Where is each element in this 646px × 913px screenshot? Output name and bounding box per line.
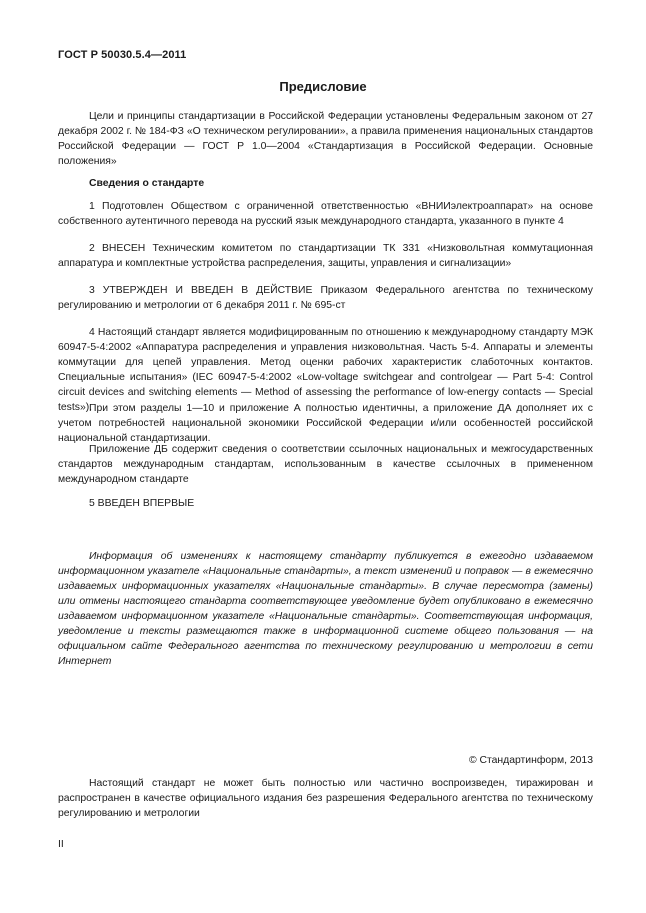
info-item-5: 5 ВВЕДЕН ВПЕРВЫЕ	[89, 498, 195, 509]
info-item-2: 2 ВНЕСЕН Техническим комитетом по стандартизации ТК 331 «Низковольтная коммутационная аппаратура и комплектные устройства распределения, защиты, управления и сигнализации»	[58, 243, 593, 269]
document-code: ГОСТ Р 50030.5.4—2011	[58, 49, 187, 61]
standard-info-heading: Сведения о стандарте	[89, 178, 205, 189]
amendments-notice: Информация об изменениях к настоящему стандарту публикуется в ежегодно издаваемом информационном указателе «Национальные стандарты», а текст изменений и поправок — в ежемесячно издаваемых информационных указателях «Национальные стандарты». В случае пересмотра (замены) или отмены настоящего стандарта соответствующее уведомление будет опубликовано в ежемесячно издаваемом информационном указателе «Национальные стандарты». Соответствующая информация, уведомление и тексты размещаются также в информационной системе общего пользования — на официальном сайте Федерального агентства по техническому регулированию и метрологии в сети Интернет	[58, 551, 593, 667]
info-item-3: 3 УТВЕРЖДЕН И ВВЕДЕН В ДЕЙСТВИЕ Приказом Федерального агентства по техническому регулированию и метрологии от 6 декабря 2011 г. № 695-ст	[58, 285, 593, 311]
foreword-intro: Цели и принципы стандартизации в Российской Федерации установлены Федеральным законом от 27 декабря 2002 г. № 184-ФЗ «О техническом регулировании», а правила применения национальных стандартов Российской Федерации — ГОСТ Р 1.0—2004 «Стандартизация в Российской Федерации. Основные положения»	[58, 111, 593, 167]
info-item-4-paragraph-3: Приложение ДБ содержит сведения о соответствии ссылочных национальных и межгосударственных стандартов международным стандартам, использованным в качестве ссылочных в примененном международном стандарте	[58, 444, 593, 485]
reproduction-notice: Настоящий стандарт не может быть полностью или частично воспроизведен, тиражирован и распространен в качестве официального издания без разрешения Федерального агентства по техническому регулированию и метрологии	[58, 778, 593, 819]
info-item-4: 4 Настоящий стандарт является модифицированным по отношению к международному стандарту МЭК 60947-5-4:2002 «Аппаратура распределения и управления низковольтная. Часть 5-4. Аппараты и элементы коммутации для цепей управления. Метод оценки рабочих характеристик слаботочных контактов. Специальные испытания» (IEC 60947-5-4:2002 «Low-voltage switchgear and controlgear — Part 5-4: Control circuit devices and switching elements — Method of assessing the performance of low-energy contacts — Special tests»).	[58, 327, 593, 413]
info-item-4-paragraph-2: При этом разделы 1—10 и приложение А полностью идентичны, а приложение ДА дополняет их с учетом потребностей национальной экономики Российской Федерации и/или особенностей российской национальной стандартизации.	[58, 403, 593, 444]
copyright-line: © Стандартинформ, 2013	[468, 755, 593, 766]
info-item-1: 1 Подготовлен Обществом с ограниченной ответственностью «ВНИИэлектроаппарат» на основе собственного аутентичного перевода на русский язык международного стандарта, указанного в пункте 4	[58, 201, 593, 227]
page-number: II	[58, 839, 64, 850]
foreword-title: Предисловие	[279, 79, 367, 94]
